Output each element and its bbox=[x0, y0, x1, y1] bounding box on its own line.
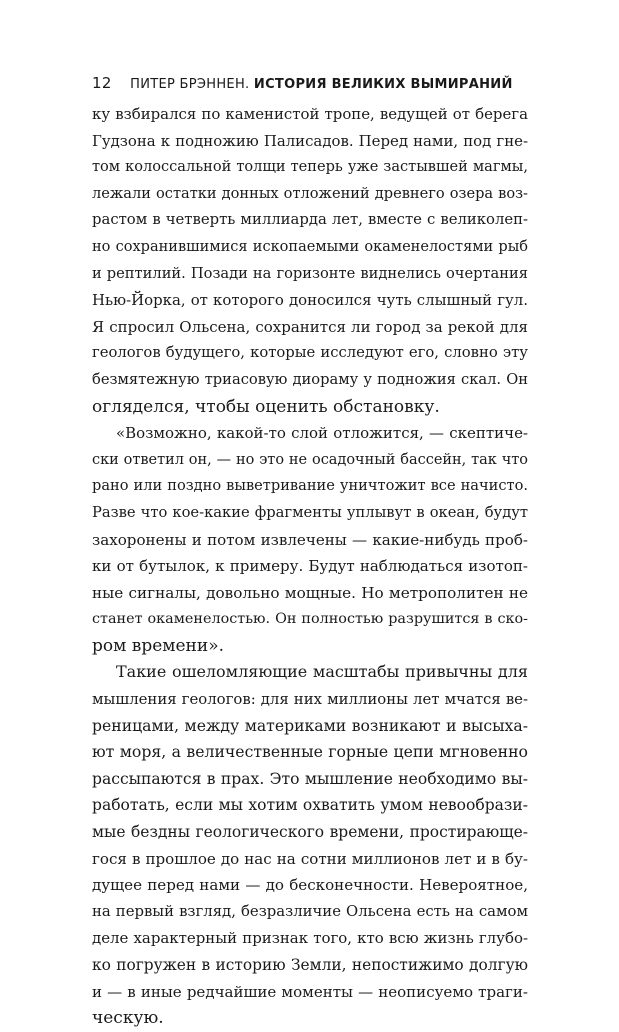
text-line: Разве что кое-какие фрагменты уплывут в океан, будут bbox=[92, 503, 528, 521]
text-line: «Возможно, какой-то слой отложится, — скептиче- bbox=[116, 424, 528, 443]
text-line: ко погружен в историю Земли, непостижимо долгую bbox=[92, 956, 528, 974]
text-line: ческую. bbox=[92, 1008, 164, 1029]
text-line: и рептилий. Позади на горизонте виднелись очертания bbox=[92, 264, 528, 282]
text-line: ные сигналы, довольно мощные. Но метрополитен не bbox=[92, 583, 528, 602]
text-line: рано или поздно выветривание уничтожит все начисто. bbox=[92, 477, 528, 495]
text-line: ку взбирался по каменистой тропе, ведущей от берега bbox=[92, 105, 528, 123]
header-author: ПИТЕР БРЭННЕН. bbox=[130, 77, 250, 92]
page-number: 12 bbox=[92, 74, 112, 92]
text-line: но сохранившимися ископаемыми окаменелостями рыб bbox=[92, 238, 528, 255]
body-text bbox=[92, 101, 528, 1032]
running-header bbox=[92, 74, 513, 92]
text-line: ски ответил он, — но это не осадочный бассейн, так что bbox=[92, 451, 528, 468]
text-line: Нью-Йорка, от которого доносился чуть слышный гул. bbox=[92, 291, 528, 310]
text-line: и — в иные редчайшие моменты — неописуемо траги- bbox=[92, 982, 528, 1001]
text-line: рассыпаются в прах. Это мышление необходимо вы- bbox=[92, 769, 528, 788]
text-line: на первый взгляд, безразличие Ольсена есть на самом bbox=[92, 902, 528, 920]
text-line: мышления геологов: для них миллионы лет мчатся ве- bbox=[92, 690, 528, 709]
text-line: работать, если мы хотим охватить умом невообрази- bbox=[92, 796, 528, 815]
text-line: безмятежную триасовую диораму у подножия скал. Он bbox=[92, 370, 528, 388]
text-line: Такие ошеломляющие масштабы привычны для bbox=[116, 662, 528, 682]
text-line: огляделся, чтобы оценить обстановку. bbox=[92, 396, 440, 417]
header-book-title: ИСТОРИЯ ВЕЛИКИХ ВЫМИРАНИЙ bbox=[253, 77, 513, 92]
text-line: гося в прошлое до нас на сотни миллионов лет и в бу- bbox=[92, 849, 528, 868]
text-line: ют моря, а величественные горные цепи мгновенно bbox=[92, 742, 528, 762]
text-line: Гудзона к подножию Палисадов. Перед нами, под гне- bbox=[92, 131, 528, 150]
text-line: геологов будущего, которые исследуют его, словно эту bbox=[92, 344, 528, 362]
text-line: ром времени». bbox=[92, 635, 225, 656]
text-line: растом в четверть миллиарда лет, вместе с великолеп- bbox=[92, 211, 528, 229]
text-line: дущее перед нами — до бесконечности. Невероятное, bbox=[92, 876, 528, 895]
text-line: ки от бутылок, к примеру. Будут наблюдаться изотоп- bbox=[92, 557, 528, 576]
text-line: том колоссальной толщи теперь уже застывшей магмы, bbox=[92, 158, 528, 176]
text-line: мые бездны геологического времени, простирающе- bbox=[92, 823, 528, 842]
text-line: захоронены и потом извлечены — какие-нибудь проб- bbox=[92, 530, 528, 549]
text-line: станет окаменелостью. Он полностью разрушится в ско- bbox=[92, 611, 528, 628]
text-line: деле характерный признак того, кто всю жизнь глубо- bbox=[92, 929, 528, 948]
text-line: лежали остатки донных отложений древнего озера воз- bbox=[92, 184, 528, 202]
text-line: реницами, между материками возникают и высыха- bbox=[92, 715, 528, 735]
text-line: Я спросил Ольсена, сохранится ли город за рекой для bbox=[92, 317, 528, 336]
